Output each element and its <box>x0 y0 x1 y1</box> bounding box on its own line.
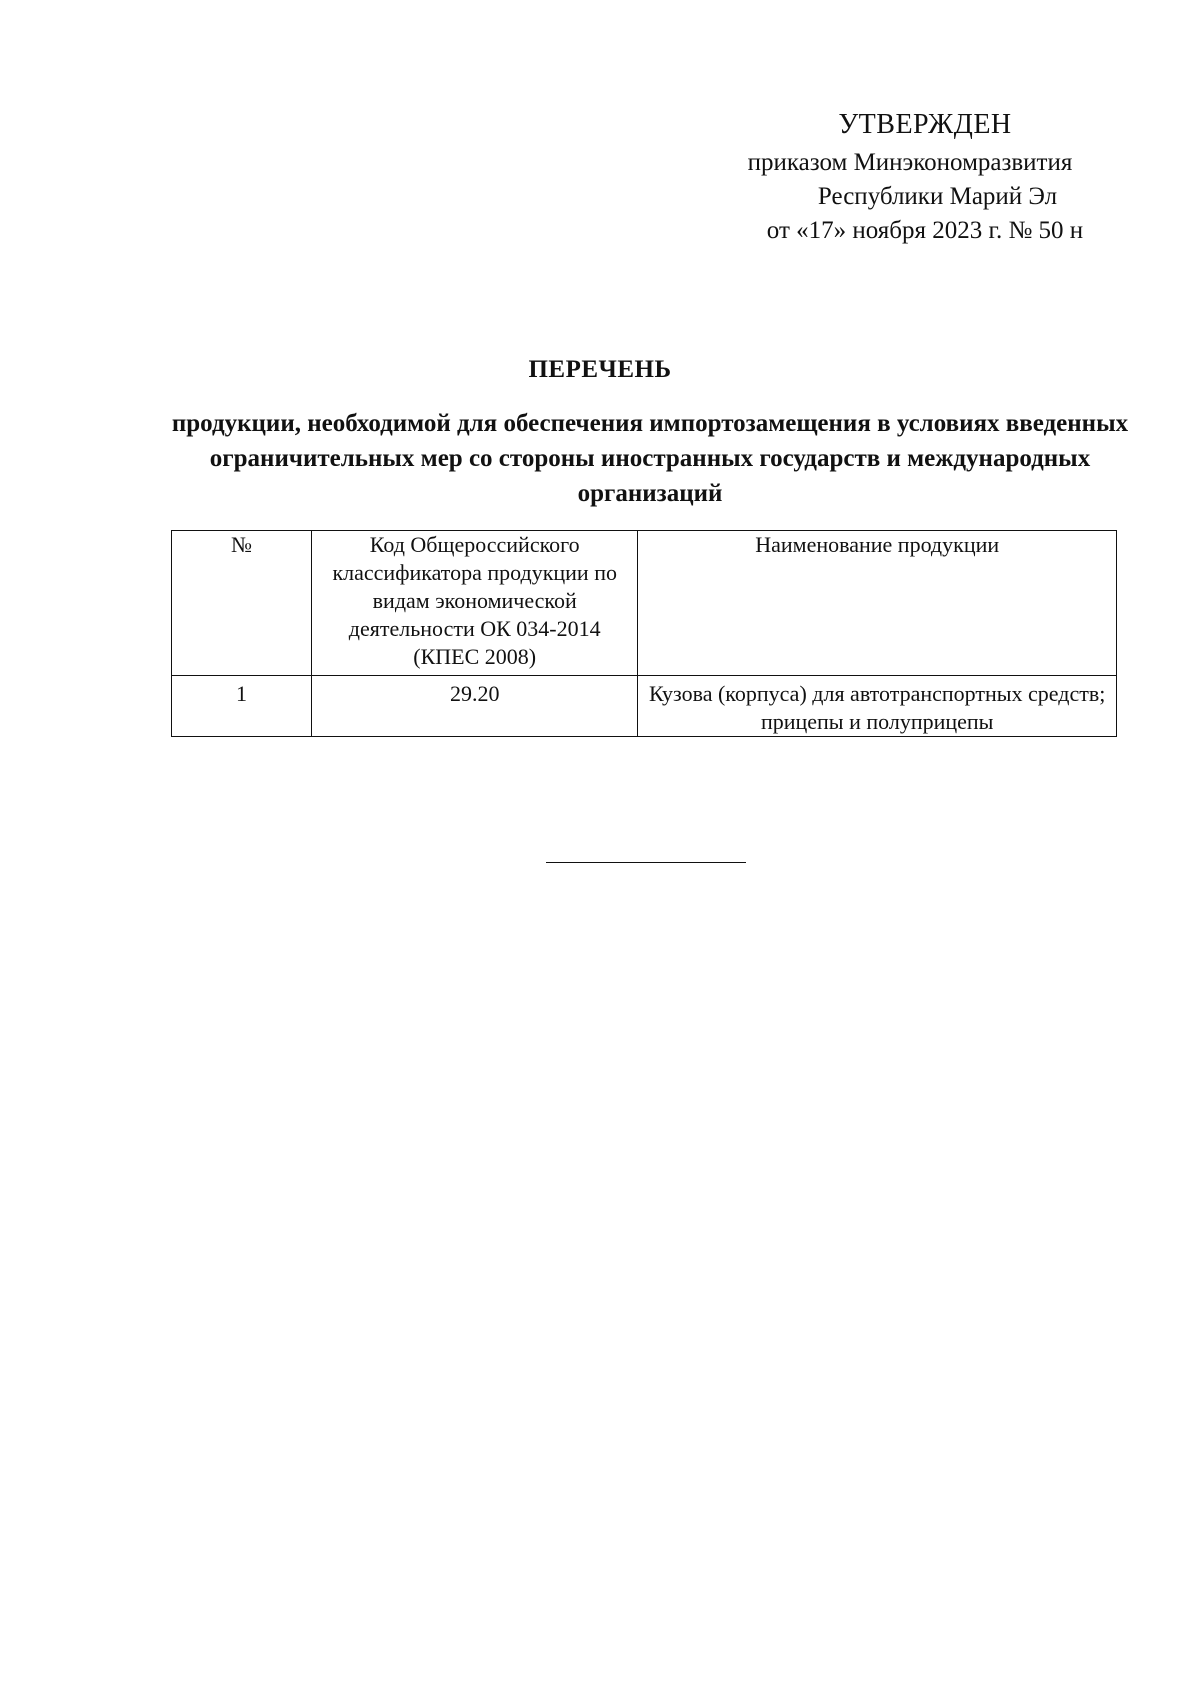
header-product-name: Наименование продукции <box>638 531 1117 676</box>
approval-stamp <box>700 108 1120 248</box>
approval-region-line: Республики Марий Эл <box>817 183 1058 210</box>
document-subtitle: продукции, необходимой для обеспечения импортозамещения в условиях введенных ограничительных мер со стороны иностранных государств и международных организаций <box>171 410 1129 507</box>
table-row <box>172 676 1117 737</box>
products-table <box>171 530 1117 737</box>
approval-title: УТВЕРЖДЕН <box>838 109 1012 140</box>
end-divider <box>546 862 746 863</box>
header-number: № <box>172 531 312 676</box>
row-number: 1 <box>172 676 312 737</box>
header-code: Код Общероссийского классификатора продукции по видам экономической деятельности ОК 034-2014 (КПЕС 2008) <box>312 531 638 676</box>
approval-date-line: от «17» ноября 2023 г. № 50 н <box>766 217 1084 244</box>
table-header-row <box>172 531 1117 676</box>
approval-order-line: приказом Минэкономразвития <box>747 149 1073 176</box>
row-product-name: Кузова (корпуса) для автотранспортных средств; прицепы и полуприцепы <box>638 676 1117 737</box>
row-code: 29.20 <box>312 676 638 737</box>
document-title: ПЕРЕЧЕНЬ <box>528 356 672 383</box>
